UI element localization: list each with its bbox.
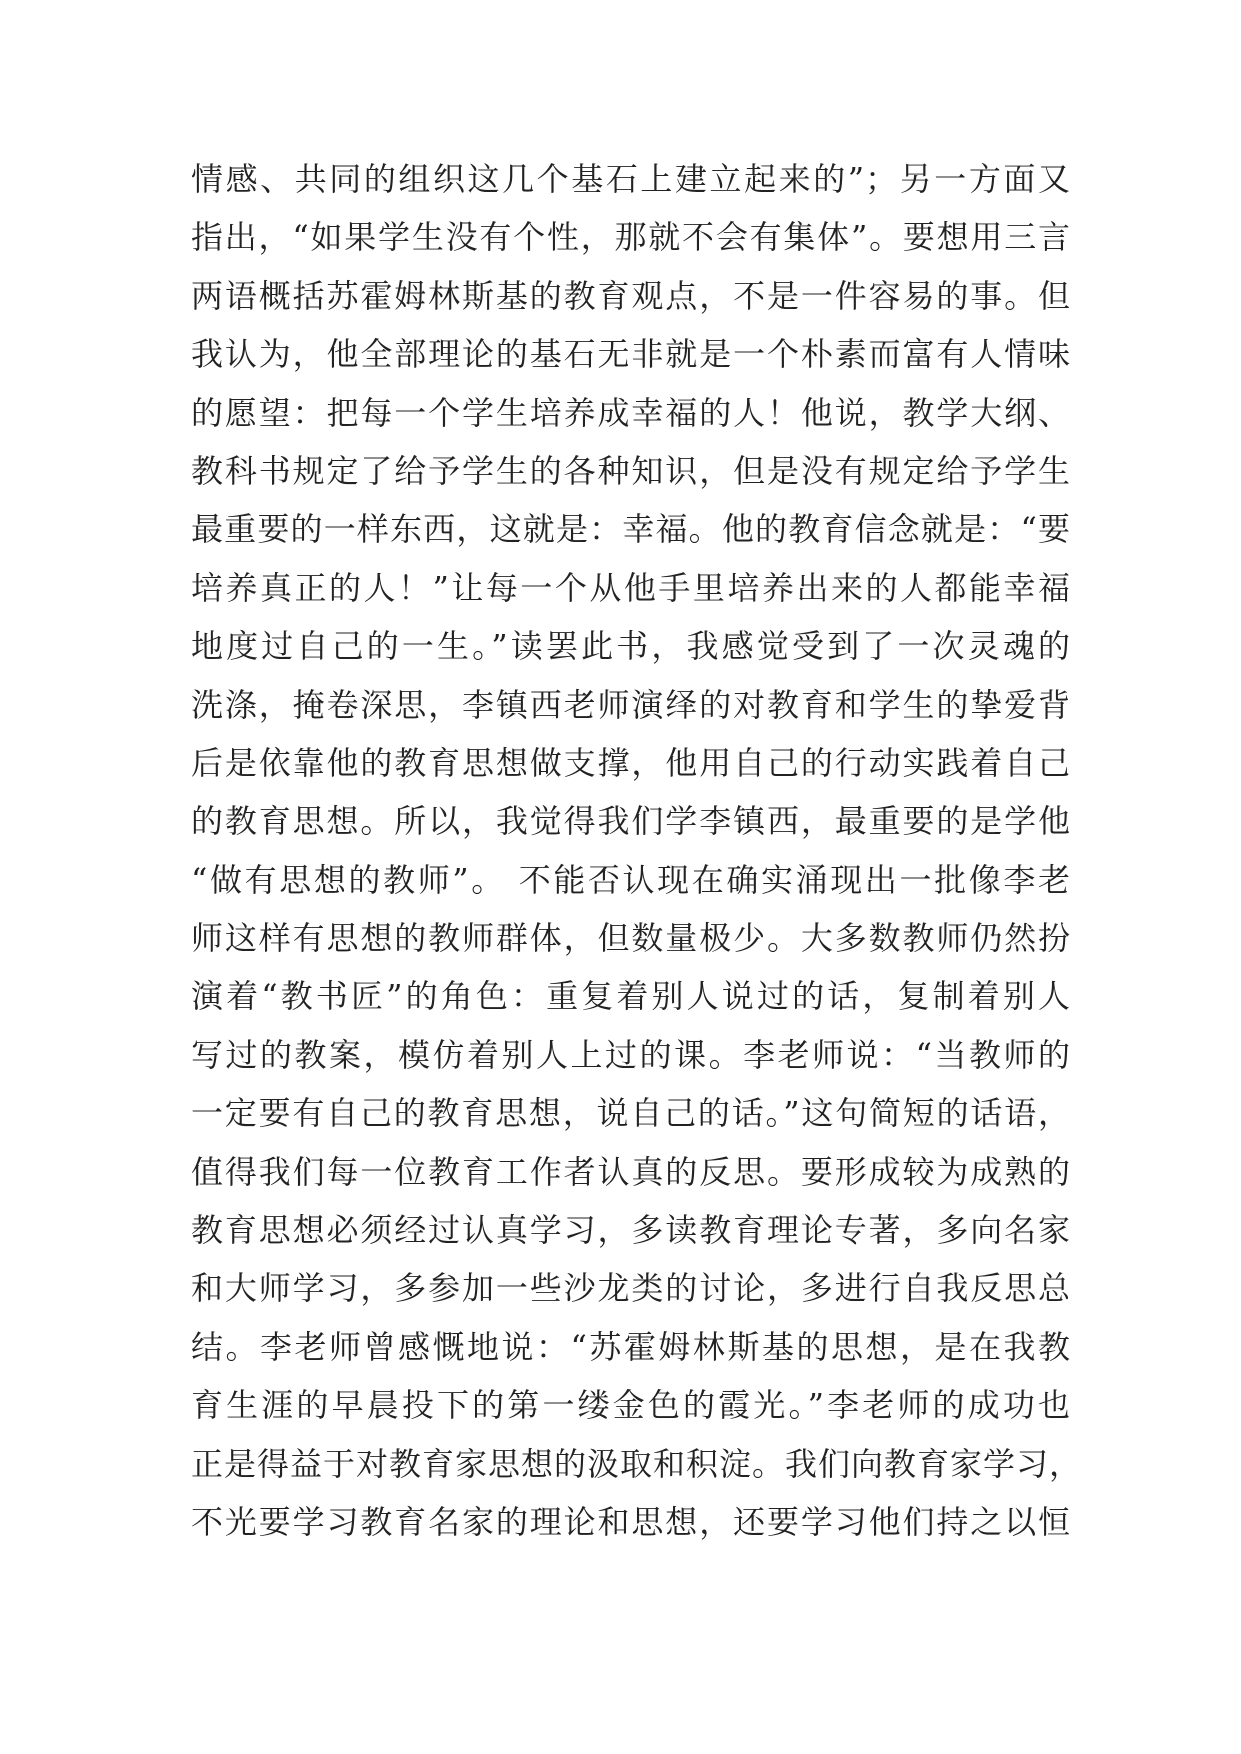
text-line: 情感、共同的组织这几个基石上建立起来的”；另一方面又 xyxy=(191,160,1071,198)
text-line: 师这样有思想的教师群体，但数量极少。大多数教师仍然扮 xyxy=(191,919,1071,958)
text-line: 不光要学习教育名家的理论和思想，还要学习他们持之以恒 xyxy=(191,1502,1071,1541)
text-line: “做有思想的教师”。 不能否认现在确实涌现出一批像李老 xyxy=(191,860,1071,899)
text-line: 的愿望：把每一个学生培养成幸福的人！他说，教学大纲、 xyxy=(191,393,1071,432)
text-line: 正是得益于对教育家思想的汲取和积淀。我们向教育家学习， xyxy=(191,1444,1083,1483)
text-line: 的教育思想。所以，我觉得我们学李镇西，最重要的是学他 xyxy=(191,802,1071,841)
text-line: 演着“教书匠”的角色：重复着别人说过的话，复制着别人 xyxy=(191,977,1071,1016)
text-line: 两语概括苏霍姆林斯基的教育观点，不是一件容易的事。但 xyxy=(191,276,1071,315)
text-line: 我认为，他全部理论的基石无非就是一个朴素而富有人情味 xyxy=(191,335,1071,374)
text-line: 最重要的一样东西，这就是：幸福。他的教育信念就是：“要 xyxy=(191,510,1071,549)
text-line: 写过的教案，模仿着别人上过的课。李老师说：“当教师的 xyxy=(191,1035,1071,1074)
text-line: 和大师学习，多参加一些沙龙类的讨论，多进行自我反思总 xyxy=(191,1269,1071,1308)
text-line: 一定要有自己的教育思想，说自己的话。”这句简短的话语， xyxy=(191,1094,1071,1133)
body-text xyxy=(191,150,1083,1551)
text-line: 结。李老师曾感慨地说：“苏霍姆林斯基的思想，是在我教 xyxy=(191,1327,1071,1366)
text-line: 指出，“如果学生没有个性，那就不会有集体”。要想用三言 xyxy=(191,218,1071,257)
text-line: 洗涤，掩卷深思，李镇西老师演绎的对教育和学生的挚爱背 xyxy=(191,685,1071,724)
text-line: 教育思想必须经过认真学习，多读教育理论专著，多向名家 xyxy=(191,1211,1071,1250)
text-line: 育生涯的早晨投下的第一缕金色的霞光。”李老师的成功也 xyxy=(191,1386,1071,1425)
text-line: 值得我们每一位教育工作者认真的反思。要形成较为成熟的 xyxy=(191,1152,1071,1191)
text-line: 地度过自己的一生。”读罢此书，我感觉受到了一次灵魂的 xyxy=(191,627,1071,666)
text-line: 教科书规定了给予学生的各种知识，但是没有规定给予学生 xyxy=(191,451,1071,490)
text-line: 后是依靠他的教育思想做支撑，他用自己的行动实践着自己 xyxy=(191,743,1071,782)
text-line: 培养真正的人！”让每一个从他手里培养出来的人都能幸福 xyxy=(191,568,1071,607)
